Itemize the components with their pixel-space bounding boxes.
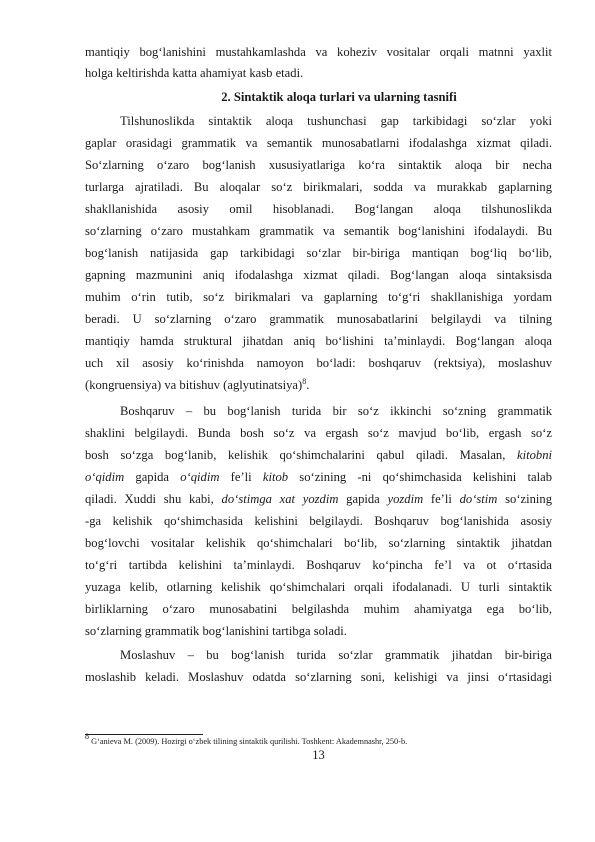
paragraph-line: muhim o‘rin tutib, so‘z birikmalari va gaplarning to‘g‘ri shakllanishiga yordam bbox=[85, 290, 552, 304]
paragraph-line: yuzaga kelib, otlarning kelishik qo‘shimchalari orqali ifodalanadi. U turli sintaktik bbox=[85, 580, 552, 594]
paragraph-line bbox=[85, 445, 552, 465]
line-text: fe’li bbox=[423, 492, 460, 506]
example-italic: kitob bbox=[262, 470, 289, 484]
line-text: fe’li bbox=[219, 470, 263, 484]
line-text: gapida bbox=[124, 470, 181, 484]
footnote-reference[interactable]: 8 bbox=[302, 377, 307, 386]
footnote-text: G‘anieva M. (2009). Hozirgi o‘zbek tilining sintaktik qurilishi. Toshkent: Akademnashr, 250-b. bbox=[89, 737, 408, 746]
line-text: (kongruensiya) va bitishuv (aglyutinatsiya) bbox=[85, 378, 303, 392]
paragraph-line: holga keltirishda katta ahamiyat kasb etadi. bbox=[85, 66, 304, 80]
line-text: so‘zining -ni qo‘shimchasida kelishini talab bbox=[288, 470, 552, 484]
paragraph-line: gaplar orasidagi grammatik va semantik munosabatlarni ifodalashga xizmat qiladi. bbox=[85, 136, 552, 150]
example-italic: yozdim bbox=[387, 492, 424, 506]
section-heading: 2. Sintaktik aloqa turlari va ularning tasnifi bbox=[221, 90, 457, 104]
paragraph-line: shaklini belgilaydi. Bunda bosh so‘z va ergash so‘z mavjud bo‘lib, ergash so‘z bbox=[85, 426, 552, 440]
paragraph-line: Boshqaruv – bu bog‘lanish turida bir so‘z ikkinchi so‘zning grammatik bbox=[120, 404, 552, 418]
paragraph-line: -ga kelishik qo‘shimchasida kelishini belgilaydi. Boshqaruv bog‘lanishida asosiy bbox=[85, 514, 552, 528]
paragraph-line: Moslashuv – bu bog‘lanish turida so‘zlar grammatik jihatdan bir-biriga bbox=[120, 648, 552, 662]
paragraph-line: uch xil asosiy ko‘rinishda namoyon bo‘ladi: boshqaruv (rektsiya), moslashuv bbox=[85, 356, 552, 370]
page-number: 13 bbox=[312, 748, 325, 762]
line-text: bosh so‘zga bog‘lanib, kelishik qo‘shimchalarini qabul qiladi. Masalan, bbox=[85, 448, 518, 462]
paragraph-line: gapning mazmunini aniq ifodalashga xizmat qiladi. Bog‘langan aloqa sintaksisda bbox=[85, 268, 552, 282]
example-italic: o‘qidim bbox=[85, 470, 125, 484]
paragraph-line: shakllanishida asosiy omil hisoblanadi. Bog‘langan aloqa tilshunoslikda bbox=[85, 202, 552, 216]
line-text: . bbox=[306, 378, 310, 392]
paragraph-line: so‘zlarning o‘zaro mustahkam grammatik va semantik bog‘lanishini ifodalaydi. Bu bbox=[85, 224, 552, 238]
paragraph-line: so‘zlarning grammatik bog‘lanishini tartibga soladi. bbox=[85, 624, 347, 638]
line-text: gapida bbox=[338, 492, 388, 506]
paragraph-line: bog‘lovchi vositalar kelishik qo‘shimchalari bo‘lib, so‘zlarning sintaktik jihatdan bbox=[85, 536, 552, 550]
paragraph-line: beradi. U so‘zlarning o‘zaro grammatik munosabatlarini belgilaydi va tilning bbox=[85, 312, 552, 326]
example-italic: do‘stimga xat yozdim bbox=[221, 492, 339, 506]
paragraph-line: mantiqiy hamda struktural jihatdan aniq bo‘lishini ta’minlaydi. Bog‘langan aloqa bbox=[85, 334, 552, 348]
paragraph-line: to‘g‘ri tartibda kelishini ta’minlaydi. Boshqaruv ko‘pincha fe’l va ot o‘rtasida bbox=[85, 558, 552, 572]
example-italic: kitobni bbox=[517, 448, 552, 462]
footnote-marker: 8 bbox=[85, 732, 89, 741]
paragraph-line: So‘zlarning o‘zaro bog‘lanish xususiyatlariga ko‘ra sintaktik aloqa bir necha bbox=[85, 158, 552, 172]
paragraph-line: birliklarning o‘zaro munosabatini belgilashda muhim ahamiyatga ega bo‘lib, bbox=[85, 602, 552, 616]
paragraph-line: Tilshunoslikda sintaktik aloqa tushunchasi gap tarkibidagi so‘zlar yoki bbox=[120, 114, 552, 128]
line-text: so‘zining bbox=[497, 492, 552, 506]
paragraph-line bbox=[85, 489, 552, 509]
paragraph-line: turlarga ajratiladi. Bu aloqalar so‘z birikmalari, sodda va murakkab gaplarning bbox=[85, 180, 552, 194]
paragraph-line: bog‘lanish natijasida gap tarkibidagi so‘zlar bir-biriga mantiqan bog‘liq bo‘lib, bbox=[85, 246, 552, 260]
paragraph-line: moslashib keladi. Moslashuv odatda so‘zlarning soni, kelishigi va jinsi o‘rtasidagi bbox=[85, 670, 552, 684]
paragraph-line: mantiqiy bog‘lanishini mustahkamlashda va koheziv vositalar orqali matnni yaxlit bbox=[85, 45, 552, 59]
line-text: qiladi. Xuddi shu kabi, bbox=[85, 492, 222, 506]
paragraph-line bbox=[85, 375, 552, 395]
example-italic: o‘qidim bbox=[180, 470, 220, 484]
example-italic: do‘stim bbox=[459, 492, 498, 506]
paragraph-line bbox=[85, 467, 552, 487]
